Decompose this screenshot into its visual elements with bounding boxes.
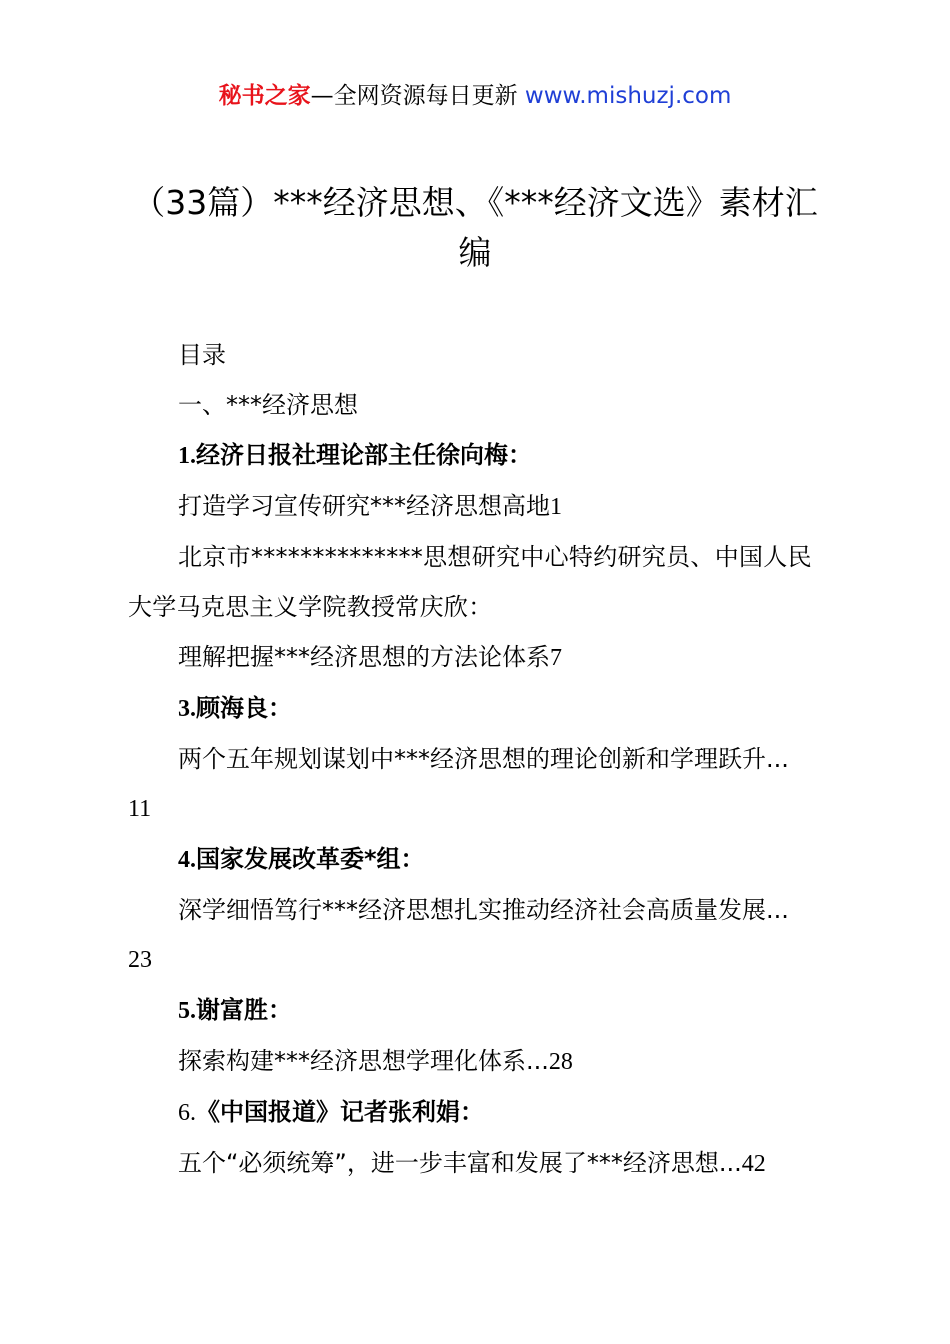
brand-name: 秘书之家 [218,83,311,109]
document-title: （33篇）***经济思想、《***经济文选》素材汇编 [132,183,818,272]
toc-entry-author: 1.经济日报社理论部主任徐向梅： [178,441,532,469]
site-url-link[interactable]: www.mishuzj.com [524,83,732,109]
toc-section-heading: 一、***经济思想 [178,391,358,419]
toc-entry-author: 3.顾海良： [178,694,292,722]
toc-entry-title[interactable]: 两个五年规划谋划中***经济思想的理论创新和学理跃升... [178,745,789,773]
toc-entry-author: 6.《中国报道》记者张利娟： [178,1098,484,1126]
toc-entry-author: 5.谢富胜： [178,996,292,1024]
toc-entry-title[interactable]: 打造学习宣传研究***经济思想高地1 [178,492,562,520]
toc-entry-author: 4.国家发展改革委*组： [178,845,425,873]
toc-entry-title[interactable]: 深学细悟笃行***经济思想扎实推动经济社会高质量发展... [178,896,789,924]
toc-page-number: 23 [128,947,152,973]
toc-entry-title[interactable]: 五个“必须统筹”，进一步丰富和发展了***经济思想...42 [178,1149,766,1177]
toc-entry-author: 北京市**************思想研究中心特约研究员、中国人民大学马克思主义学院教授常庆欣： [128,543,812,621]
site-header [0,80,950,112]
toc-entry-title[interactable]: 理解把握***经济思想的方法论体系7 [178,643,562,671]
toc-heading: 目录 [178,341,226,369]
toc-page-number: 11 [128,796,152,822]
toc-entry-title[interactable]: 探索构建***经济思想学理化体系...28 [178,1047,573,1075]
table-of-contents [128,330,833,1189]
header-tagline: —全网资源每日更新 [310,83,525,109]
